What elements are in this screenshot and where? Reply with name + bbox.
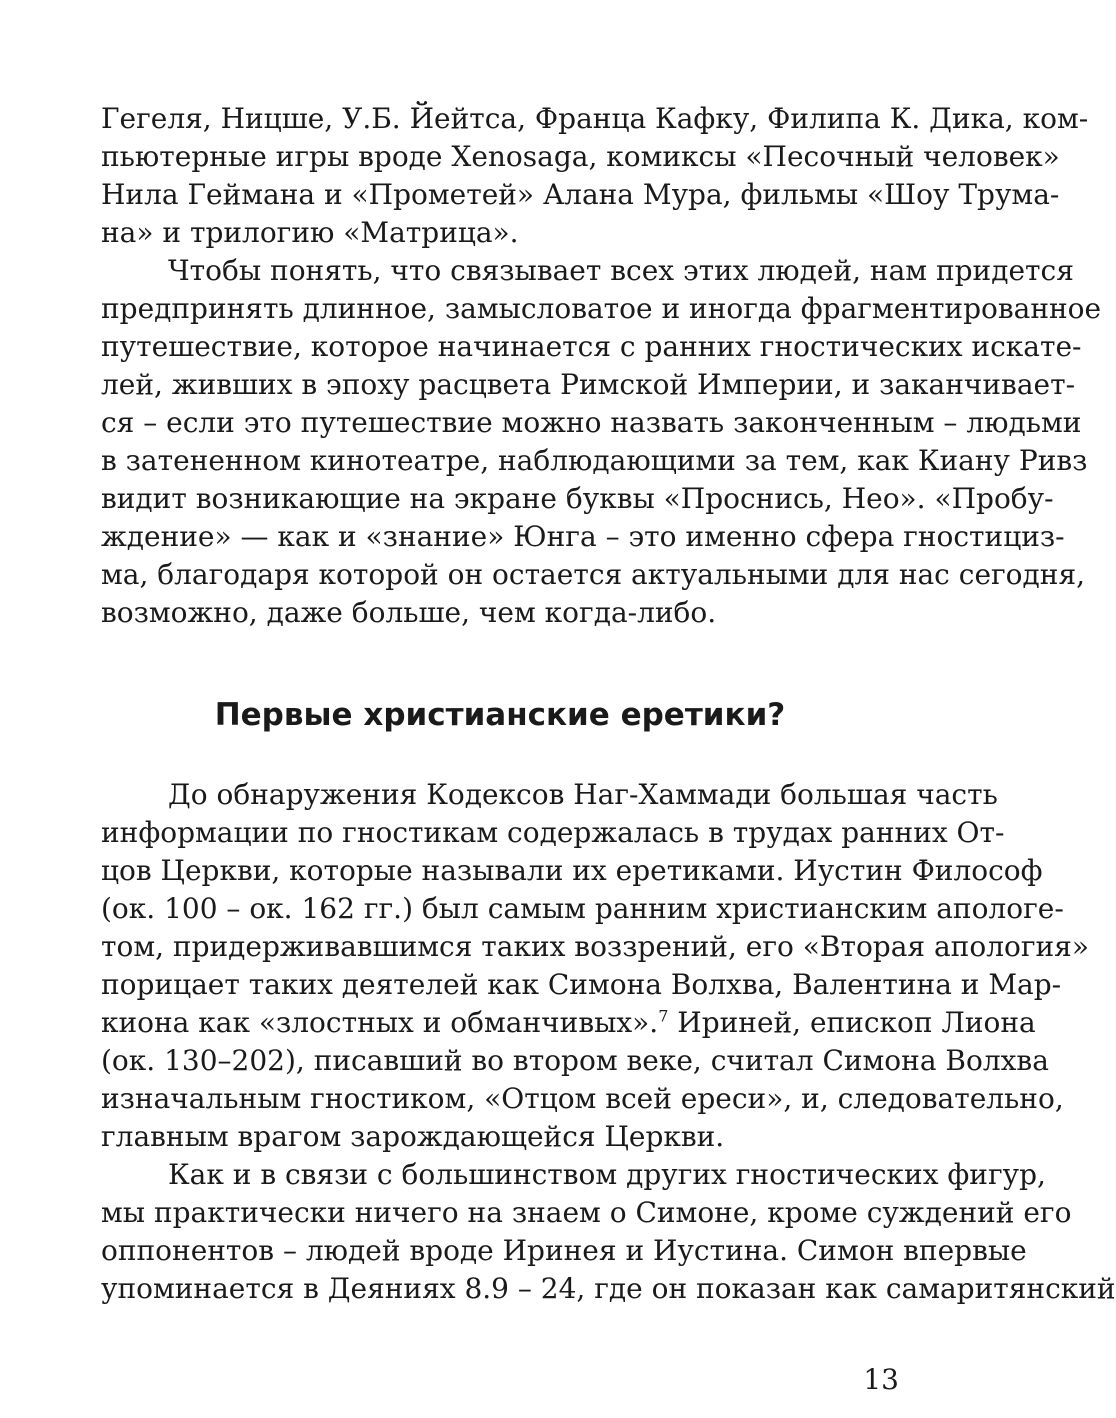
text-line: главным врагом зарождающейся Церкви. (101, 1120, 725, 1153)
text-line: в затененном кинотеатре, наблюдающими за тем, как Киану Ривз (101, 444, 1088, 477)
footnote-reference[interactable]: 7 (658, 1006, 669, 1026)
text-line: изначальным гностиком, «Отцом всей ереси», и, следовательно, (101, 1082, 1064, 1115)
text-line: Чтобы понять, что связывает всех этих людей, нам придется (168, 254, 1074, 287)
text-line: Как и в связи с большинством других гностических фигур, (168, 1158, 1046, 1191)
text-line: том, придерживавшимся таких воззрений, его «Вторая апология» (101, 930, 1089, 963)
text-line (101, 1004, 1036, 1042)
text-line: видит возникающие на экране буквы «Проснись, Нео». «Пробу- (101, 482, 1054, 515)
text-line: на» и трилогию «Матрица». (101, 216, 519, 249)
text-line: лей, живших в эпоху расцвета Римской Империи, и заканчивает- (101, 368, 1076, 401)
text-line: оппонентов – людей вроде Иринея и Иустина. Симон впервые (101, 1234, 1027, 1267)
text-line: порицает таких деятелей как Симона Волхва, Валентина и Мар- (101, 968, 1062, 1001)
text-segment: Ириней, епископ Лиона (668, 1006, 1036, 1039)
text-line: информации по гностикам содержалась в трудах ранних От- (101, 816, 1005, 849)
text-line: упоминается в Деяниях 8.9 – 24, где он показан как самаритянский (101, 1272, 1116, 1305)
text-line: ждение» — как и «знание» Юнга – это именно сфера гностициз- (101, 520, 1065, 553)
section-heading: Первые христианские еретики? (214, 697, 786, 733)
text-line: ма, благодаря которой он остается актуальными для нас сегодня, (101, 558, 1086, 591)
text-line: (ок. 130–202), писавший во втором веке, считал Симона Волхва (101, 1044, 1049, 1077)
text-line: предпринять длинное, замысловатое и иногда фрагментированное (101, 292, 1102, 325)
text-line: мы практически ничего на знаем о Симоне, кроме суждений его (101, 1196, 1072, 1229)
text-segment: киона как «злостных и обманчивых». (101, 1006, 659, 1039)
text-line: До обнаружения Кодексов Наг-Хаммади большая часть (168, 778, 998, 811)
text-line: путешествие, которое начинается с ранних гностических искате- (101, 330, 1082, 363)
text-line: цов Церкви, которые называли их еретиками. Иустин Философ (101, 854, 1043, 887)
text-line: Гегеля, Ницше, У.Б. Йейтса, Франца Кафку, Филипа К. Дика, ком- (101, 102, 1089, 135)
text-line: Нила Геймана и «Прометей» Алана Мура, фильмы «Шоу Трума- (101, 178, 1060, 211)
page-number: 13 (863, 1363, 899, 1396)
text-line: ся – если это путешествие можно назвать законченным – людьми (101, 406, 1082, 439)
text-line: пьютерные игры вроде Xenosaga, комиксы «Песочный человек» (101, 140, 1060, 173)
text-line: (ок. 100 – ок. 162 гг.) был самым ранним христианским апологе- (101, 892, 1064, 925)
text-line: возможно, даже больше, чем когда-либо. (101, 596, 717, 629)
